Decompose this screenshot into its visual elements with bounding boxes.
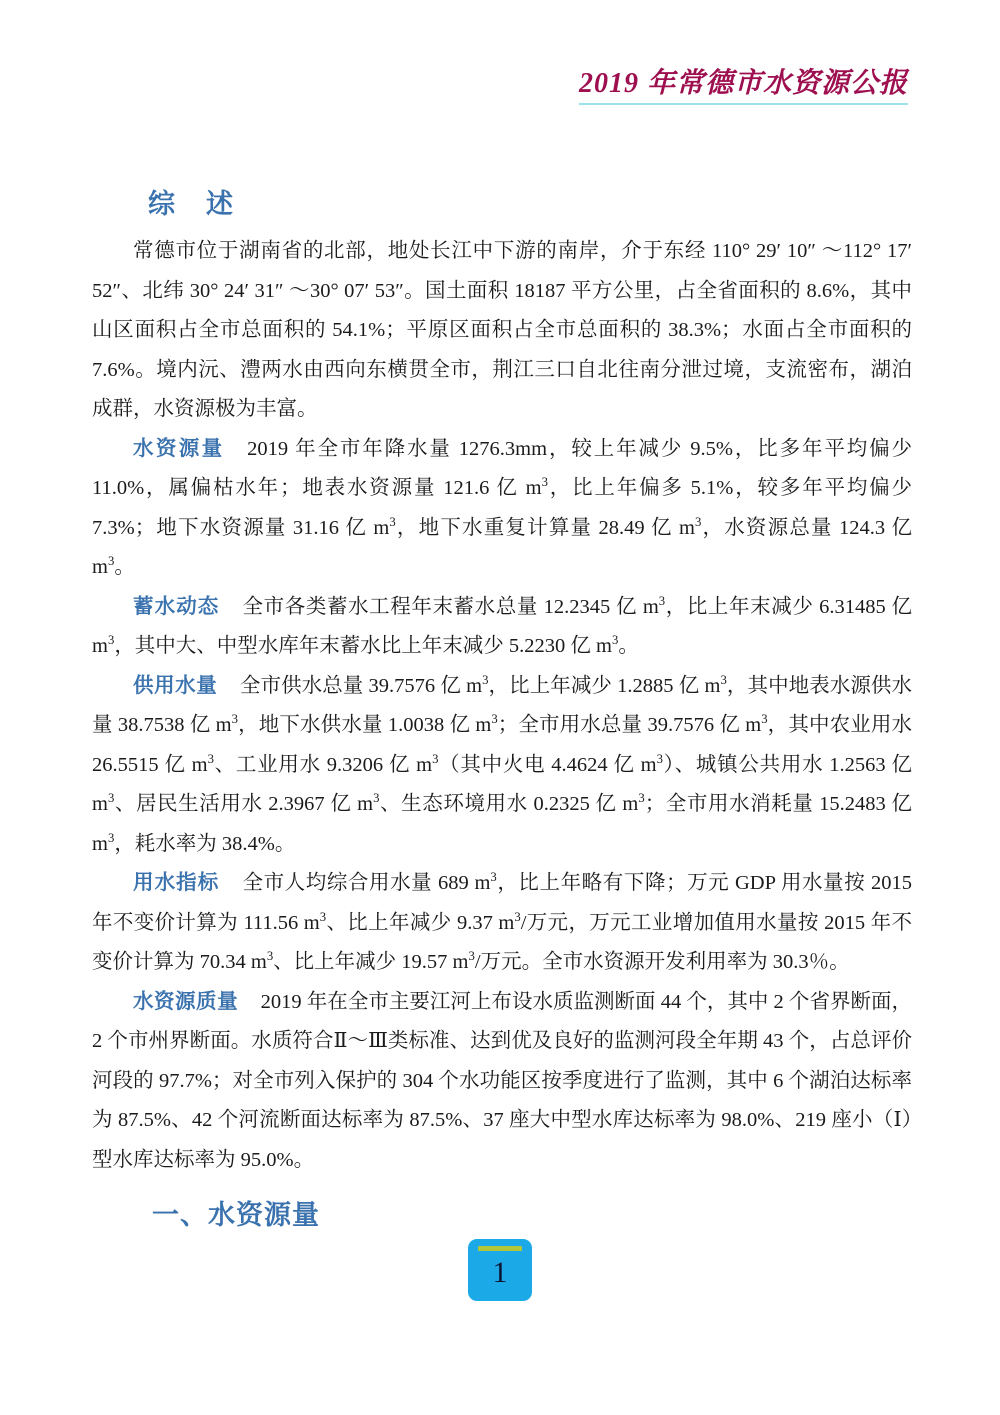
superscript: 3 bbox=[658, 593, 666, 608]
paragraph-intro: 常德市位于湖南省的北部，地处长江中下游的南岸，介于东经 110° 29′ 10″ ～112° 17′ 52″、北纬 30° 24′ 31″ ～30° 07′ 53″。国土面积 18187 平方公里，占全省面积的 8.6%，其中山区面积占全市总面积的 54.1%；平原区面积占全市总面积的 38.3%；水面占全市面积的 7.6%。境内沅、澧两水由西向东横贯全市，荆江三口自北往南分泄过境，支流密布，湖泊成群，水资源极为丰富。 bbox=[92, 240, 912, 420]
section-heading-water-resources: 一、水资源量 bbox=[152, 1200, 320, 1230]
superscript: 3 bbox=[432, 751, 439, 766]
text-segment: ，比上年略有下降；万元 GDP 用水量按 2015 年不变价计算为 111.56 m bbox=[92, 872, 913, 934]
superscript: 3 bbox=[373, 791, 380, 806]
text-segment: ，比上年偏多 5.1%，较多年平均偏少 7.3%；地下水资源量 31.16 亿 m bbox=[92, 477, 913, 539]
text-segment: （其中火电 4.4624 亿 m bbox=[438, 753, 657, 776]
superscript: 3 bbox=[107, 791, 115, 806]
superscript: 3 bbox=[761, 712, 768, 727]
superscript: 3 bbox=[612, 633, 619, 648]
paragraph-lead-storage-dynamics: 蓄水动态 bbox=[133, 595, 220, 618]
paragraph-water-supply-use bbox=[92, 667, 912, 865]
document-header bbox=[579, 68, 908, 105]
text-segment: ；全市用水消耗量 15.2483 亿 m bbox=[92, 793, 912, 855]
superscript: 3 bbox=[491, 712, 498, 727]
text-segment: ，比上年末减少 6.31485 亿 m bbox=[92, 595, 913, 657]
text-segment: ，其中农业用水 26.5515 亿 m bbox=[92, 714, 913, 776]
superscript: 3 bbox=[389, 514, 396, 529]
text-segment: 2019 年全市年降水量 1276.3mm，较上年减少 9.5%，比多年平均偏少 11.0%，属偏枯水年；地表水资源量 121.6 亿 m bbox=[92, 437, 913, 499]
paragraph-lead-water-supply-use: 供用水量 bbox=[133, 674, 218, 697]
text-segment: ）、城镇公共用水 1.2563 亿 m bbox=[92, 753, 912, 815]
text-segment: ，其中地表水源供水量 38.7538 亿 m bbox=[92, 674, 913, 736]
text-segment: /万元。全市水资源开发利用率为 30.3％。 bbox=[474, 951, 850, 973]
text-segment: 2019 年在全市主要江河上布设水质监测断面 44 个，其中 2 个省界断面，2 个市州界断面。水质符合Ⅱ～Ⅲ类标准、达到优及良好的监测河段全年期 43 个，占总评价河段的 97.7%；对全市列入保护的 304 个水功能区按季度进行了监测，其中 6 个湖泊达标率为 87.5%、42 个河流断面达标率为 87.5%、37 座大中型水库达标率为 98.0%、219 座小（Ⅰ）型水库达标率为 95.0%。 bbox=[92, 990, 913, 1171]
superscript: 3 bbox=[231, 712, 238, 727]
superscript: 3 bbox=[720, 672, 727, 687]
text-segment: 全市各类蓄水工程年末蓄水总量 12.2345 亿 m bbox=[241, 595, 659, 618]
superscript: 3 bbox=[207, 751, 214, 766]
paragraph-storage-dynamics bbox=[92, 588, 912, 667]
superscript: 3 bbox=[490, 870, 497, 885]
superscript: 3 bbox=[468, 949, 475, 964]
superscript: 3 bbox=[107, 633, 115, 648]
paragraph-lead-use-indicators: 用水指标 bbox=[133, 872, 220, 894]
page-number-value: 1 bbox=[492, 1256, 508, 1289]
text-segment: 、比上年减少 19.57 m bbox=[273, 951, 469, 973]
section-heading-overview: 综 述 bbox=[148, 189, 235, 219]
text-segment: /万元，万元工业增加值用水量按 2015 年不变价计算为 70.34 m bbox=[92, 911, 912, 973]
text-segment: 、居民生活用水 2.3967 亿 m bbox=[114, 793, 374, 815]
text-segment: 、工业用水 9.3206 亿 m bbox=[213, 753, 433, 776]
text-segment: ，耗水率为 38.4%。 bbox=[114, 832, 296, 855]
superscript: 3 bbox=[656, 751, 663, 766]
paragraph-use-indicators bbox=[92, 864, 912, 983]
document-header-title: 2019 年常德市水资源公报 bbox=[578, 68, 908, 99]
text-segment: 。 bbox=[618, 635, 639, 657]
paragraph-water-quantity bbox=[92, 430, 912, 588]
superscript: 3 bbox=[541, 475, 548, 490]
superscript: 3 bbox=[694, 514, 702, 529]
superscript: 3 bbox=[514, 909, 521, 924]
text-segment: ，地下水供水量 1.0038 亿 m bbox=[238, 714, 492, 736]
paragraph-lead-water-quality: 水资源质量 bbox=[133, 990, 239, 1013]
text-segment: 。 bbox=[114, 556, 135, 578]
text-segment: ，其中大、中型水库年末蓄水比上年末减少 5.2230 亿 m bbox=[114, 635, 613, 657]
superscript: 3 bbox=[638, 791, 645, 806]
text-segment: 、比上年减少 9.37 m bbox=[326, 911, 515, 934]
text-segment: ，地下水重复计算量 28.49 亿 m bbox=[395, 516, 695, 539]
superscript: 3 bbox=[482, 672, 489, 687]
text-segment: 全市人均综合用水量 689 m bbox=[241, 872, 491, 894]
superscript: 3 bbox=[107, 554, 115, 569]
superscript: 3 bbox=[107, 830, 115, 845]
paragraph-lead-water-quantity: 水资源量 bbox=[133, 437, 225, 460]
document-header-rule bbox=[579, 103, 908, 105]
paragraph-water-quality bbox=[92, 983, 912, 1181]
text-segment: ，比上年减少 1.2885 亿 m bbox=[488, 674, 721, 697]
page-number-badge bbox=[468, 1239, 532, 1301]
text-segment: ，水资源总量 124.3 亿 m bbox=[92, 516, 913, 578]
superscript: 3 bbox=[319, 909, 327, 924]
text-segment: 全市供水总量 39.7576 亿 m bbox=[239, 674, 483, 697]
document-body bbox=[92, 232, 912, 1180]
text-segment: ；全市用水总量 39.7576 亿 m bbox=[497, 714, 762, 736]
text-segment: 、生态环境用水 0.2325 亿 m bbox=[379, 793, 639, 815]
superscript: 3 bbox=[266, 949, 274, 964]
